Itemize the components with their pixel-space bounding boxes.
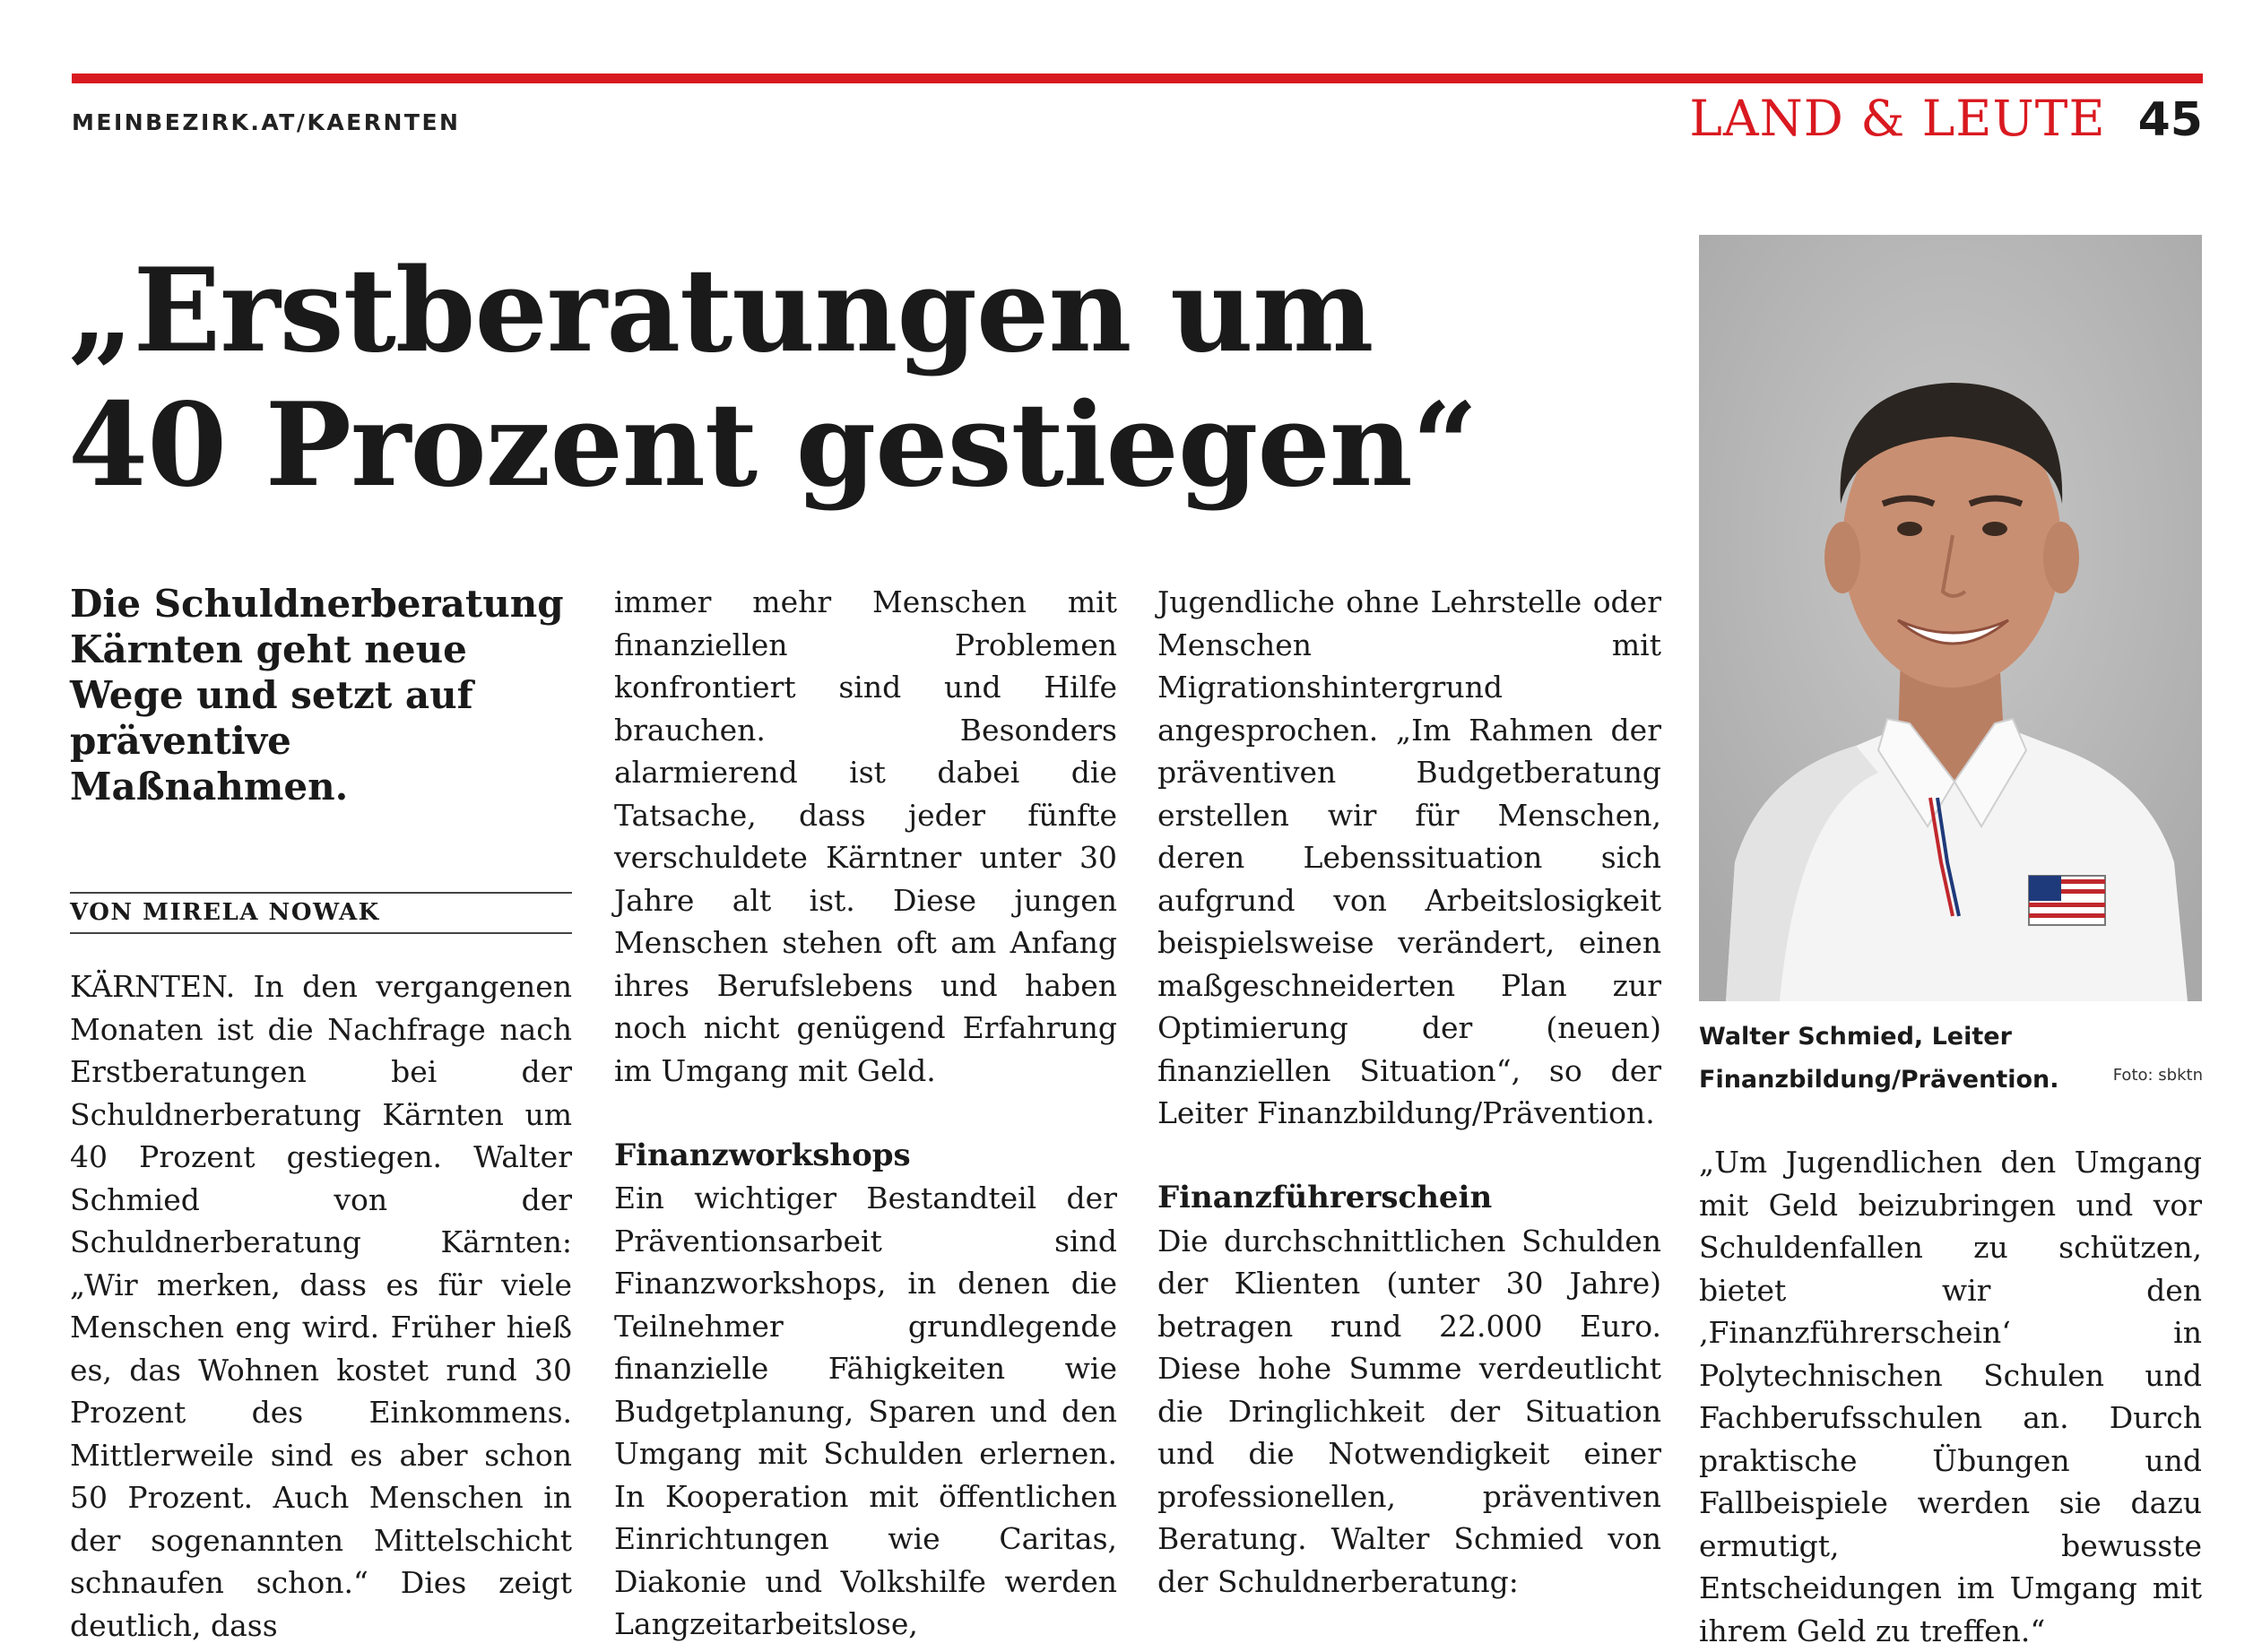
photo-caption: Walter Schmied, Leiter Finanzbildung/Prävention. [1699, 1023, 2059, 1094]
section-header [1689, 90, 2203, 147]
article-column-4 [1699, 1141, 2202, 1652]
body-paragraph: Ein wichtiger Bestandteil der Präventionsarbeit sind Finanzworkshops, in denen die Teilnehmer grundlegende finanzielle Fähigkeiten wie Budgetplanung, Sparen und den Umgang mit Schulden erlernen. In Kooperation mit öffentlichen Einrichtungen wie Caritas, Diakonie und Volkshilfe werden Langzeitarbeitslose, [614, 1181, 1117, 1641]
subheading-finanzworkshops: Finanzworkshops [614, 1137, 911, 1173]
headline-line-2: 40 Prozent gestiegen“ [68, 378, 1478, 513]
photo-credit: Foto: sbktn [2112, 1066, 2203, 1085]
lead-paragraph: Die Schuldnerberatung Kärnten geht neue Wege und setzt auf präventive Maßnahmen. [70, 582, 564, 809]
portrait-illustration [1699, 235, 2202, 1001]
section-name: LAND & LEUTE [1689, 90, 2106, 147]
page-number: 45 [2137, 93, 2203, 147]
body-paragraph: Jugendliche ohne Lehrstelle oder Menschen mit Migrationshintergrund angesprochen. „Im Rahmen der präventiven Budgetberatung erstellen wir für Menschen, deren Lebenssituation sich aufgrund von Arbeitslosigkeit beispielsweise verändert, einen maßgeschneiderten Plan zur Optimierung der (neuen) finanziellen Situation“, so der Leiter Finanzbildung/Prävention. [1157, 584, 1661, 1130]
byline: VON MIRELA NOWAK [70, 892, 572, 934]
body-paragraph: „Um Jugendlichen den Umgang mit Geld beizubringen und vor Schuldenfallen zu schützen, bietet wir den ‚Finanzführerschein‘ in Polytechnischen Schulen und Fachberufsschulen an. Durch praktische Übungen und Fallbeispiele werden sie dazu ermutigt, bewusste Entscheidungen im Umgang mit ihrem Geld zu treffen.“ [1699, 1145, 2202, 1648]
site-url: MEINBEZIRK.AT/KAERNTEN [72, 109, 461, 135]
body-paragraph: KÄRNTEN. In den vergangenen Monaten ist die Nachfrage nach Erstberatungen bei der Schuldnerberatung Kärnten um 40 Prozent gestiegen. Walter Schmied von der Schuldnerberatung Kärnten: „Wir merken, dass es für viele Menschen eng wird. Früher hieß es, das Wohnen kostet rund 30 Prozent des Einkommens. Mittlerweile sind es aber schon 50 Prozent. Auch Menschen in der sogenannten Mittelschicht schnaufen schon.“ Dies zeigt deutlich, dass [70, 969, 572, 1643]
body-paragraph: immer mehr Menschen mit finanziellen Problemen konfrontiert sind und Hilfe brauchen. Besonders alarmierend ist dabei die Tatsache, dass jeder fünfte verschuldete Kärntner unter 30 Jahre alt ist. Diese jungen Menschen stehen oft am Anfang ihres Berufslebens und haben noch nicht genügend Erfahrung im Umgang mit Geld. [614, 584, 1117, 1088]
headline [68, 244, 1682, 513]
top-rule [72, 74, 2203, 83]
article-column-2 [614, 581, 1117, 1646]
headline-line-1: „Erstberatungen um [68, 244, 1374, 378]
body-paragraph: Die durchschnittlichen Schulden der Klienten (unter 30 Jahre) betragen rund 22.000 Euro. Diese hohe Summe verdeutlicht die Dringlichkeit der Situation und die Notwendigkeit einer professionellen, präventiven Beratung. Walter Schmied von der Schuldnerberatung: [1157, 1223, 1661, 1599]
subheading-finanzfuehrerschein: Finanzführerschein [1157, 1180, 1493, 1215]
portrait-photo [1699, 235, 2202, 1001]
article-column-3 [1157, 581, 1661, 1603]
article-column-1 [70, 965, 572, 1647]
